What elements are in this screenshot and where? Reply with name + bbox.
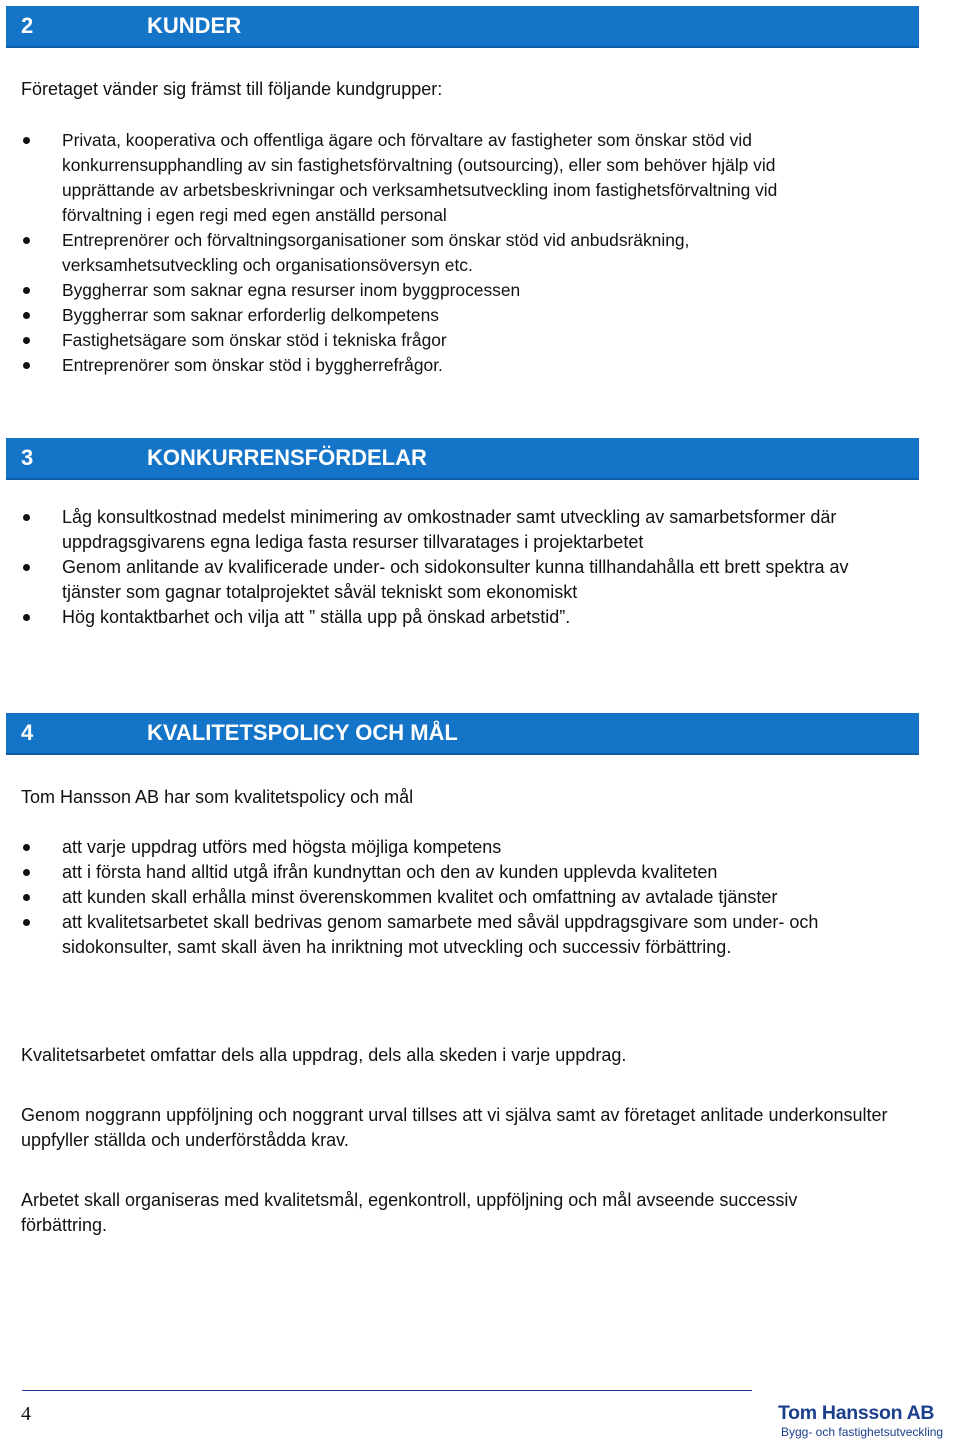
list-item: Fastighetsägare som önskar stöd i tekniska frågor	[0, 328, 900, 353]
kvalitet-paragraph: Genom noggrann uppföljning och noggrant urval tillses att vi själva samt av företaget anlitade underkonsulter uppfyller ställda och underförstådda krav.	[21, 1105, 888, 1150]
list-item: Låg konsultkostnad medelst minimering av omkostnader samt utveckling av samarbetsformer där uppdragsgivarens egna lediga fasta resurser tillvaratages i projektarbetet	[0, 505, 900, 555]
logo-name: Tom Hansson AB	[778, 1402, 935, 1424]
bullet-icon	[23, 564, 30, 571]
kunder-list	[0, 128, 900, 378]
bullet-icon	[23, 894, 30, 901]
bullet-icon	[23, 362, 30, 369]
section-number: 4	[21, 720, 34, 745]
list-item: att i första hand alltid utgå ifrån kundnyttan och den av kunden upplevda kvaliteten	[0, 860, 900, 885]
bullet-icon	[23, 919, 30, 926]
page-number: 4	[21, 1403, 31, 1425]
section-number: 2	[21, 13, 34, 38]
list-item: Byggherrar som saknar erforderlig delkompetens	[0, 303, 900, 328]
list-item: Privata, kooperativa och offentliga ägare och förvaltare av fastigheter som önskar stöd vid konkurrensupphandling av sin fastighetsförvaltning (outsourcing), eller som behöver hjälp vid upprättande av arbetsbeskrivningar och verksamhetsutveckling inom fastighetsförvaltning vid förvaltning i egen regi med egen anställd personal	[0, 128, 900, 228]
section-title: KVALITETSPOLICY OCH MÅL	[147, 720, 458, 745]
company-logo	[770, 1404, 958, 1438]
footer-divider	[22, 1390, 752, 1391]
list-item: Byggherrar som saknar egna resurser inom byggprocessen	[0, 278, 900, 303]
list-item: Genom anlitande av kvalificerade under- och sidokonsulter kunna tillhandahålla ett brett spektra av tjänster som gagnar totalprojektet såväl tekniskt som ekonomiskt	[0, 555, 900, 605]
bullet-icon	[23, 844, 30, 851]
kvalitet-intro: Tom Hansson AB har som kvalitetspolicy och mål	[21, 787, 414, 807]
bullet-icon	[23, 869, 30, 876]
kvalitet-paragraph: Kvalitetsarbetet omfattar dels alla uppdrag, dels alla skeden i varje uppdrag.	[21, 1045, 627, 1065]
list-item: att kunden skall erhålla minst överenskommen kvalitet och omfattning av avtalade tjänster	[0, 885, 900, 910]
list-item: Hög kontaktbarhet och vilja att ” ställa upp på önskad arbetstid”.	[0, 605, 900, 630]
list-item: Entreprenörer som önskar stöd i byggherrefrågor.	[0, 353, 900, 378]
kvalitet-paragraph: Arbetet skall organiseras med kvalitetsmål, egenkontroll, uppföljning och mål avseende successiv förbättring.	[21, 1190, 798, 1235]
section-title: KONKURRENSFÖRDELAR	[147, 445, 427, 470]
bullet-icon	[23, 614, 30, 621]
list-item: att varje uppdrag utförs med högsta möjliga kompetens	[0, 835, 900, 860]
kvalitet-list	[0, 835, 900, 960]
section-heading-kvalitetspolicy	[6, 713, 919, 755]
logo-tagline: Bygg- och fastighetsutveckling	[781, 1425, 944, 1439]
bullet-icon	[23, 237, 30, 244]
section-heading-kunder	[6, 6, 919, 48]
list-item: att kvalitetsarbetet skall bedrivas genom samarbete med såväl uppdragsgivare som under- och sidokonsulter, samt skall även ha inriktning mot utveckling och successiv förbättring.	[0, 910, 900, 960]
bullet-icon	[23, 514, 30, 521]
list-item: Entreprenörer och förvaltningsorganisationer som önskar stöd vid anbudsräkning, verksamhetsutveckling och organisationsöversyn etc.	[0, 228, 900, 278]
section-heading-konkurrensfordelar	[6, 438, 919, 480]
konkurrens-list	[0, 505, 900, 630]
bullet-icon	[23, 137, 30, 144]
section-number: 3	[21, 445, 34, 470]
kunder-intro: Företaget vänder sig främst till följande kundgrupper:	[21, 79, 443, 99]
bullet-icon	[23, 287, 30, 294]
section-title: KUNDER	[147, 13, 242, 38]
bullet-icon	[23, 337, 30, 344]
bullet-icon	[23, 312, 30, 319]
